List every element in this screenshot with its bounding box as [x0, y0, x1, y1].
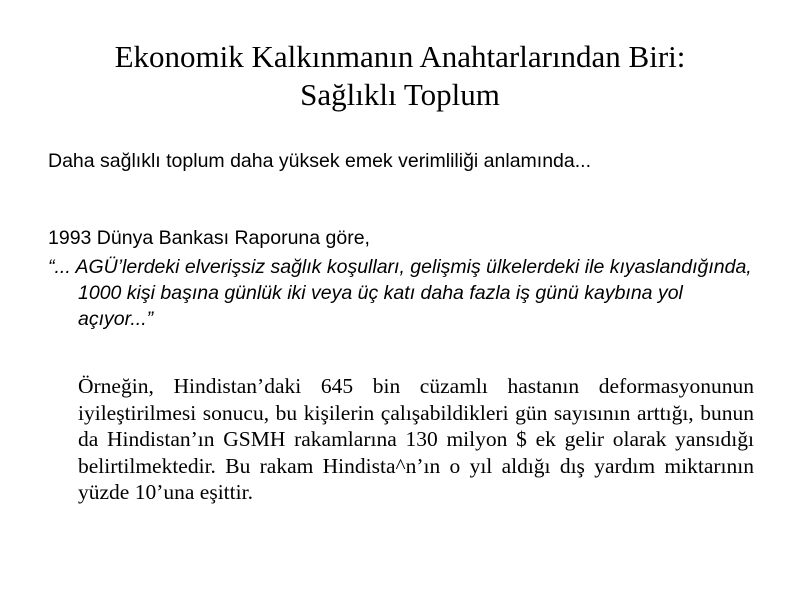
- paragraph-productivity: Daha sağlıklı toplum daha yüksek emek verimliliği anlamında...: [48, 150, 592, 172]
- slide-body: [48, 148, 754, 506]
- paragraph-example: Örneğin, Hindistan’daki 645 bin cüzamlı hastanın deformasyonunun iyileştirilmesi sonucu, bu kişilerin çalışabildikleri gün sayısının arttığı, bunun da Hindistan’ın GSMH rakamlarına 130 milyon $ ek gelir olarak yansıdığı belirtilmektedir. Bu rakam Hindista^n’ın o yıl aldığı dış yardım miktarının yüzde 10’una eşittir.: [78, 374, 754, 504]
- title-line-2: Sağlıklı Toplum: [300, 77, 500, 112]
- quote-text: “... AGÜ’lerdeki elverişsiz sağlık koşulları, gelişmiş ülkelerdeki ile kıyaslandığında, 1000 kişi başına günlük iki veya üç katı daha fazla iş günü kaybına yol açıyor...”: [48, 256, 752, 330]
- title-line-1: Ekonomik Kalkınmanın Anahtarlarından Biri:: [114, 39, 686, 74]
- slide-title: [0, 38, 800, 114]
- paragraph-world-bank: 1993 Dünya Bankası Raporuna göre,: [48, 227, 370, 249]
